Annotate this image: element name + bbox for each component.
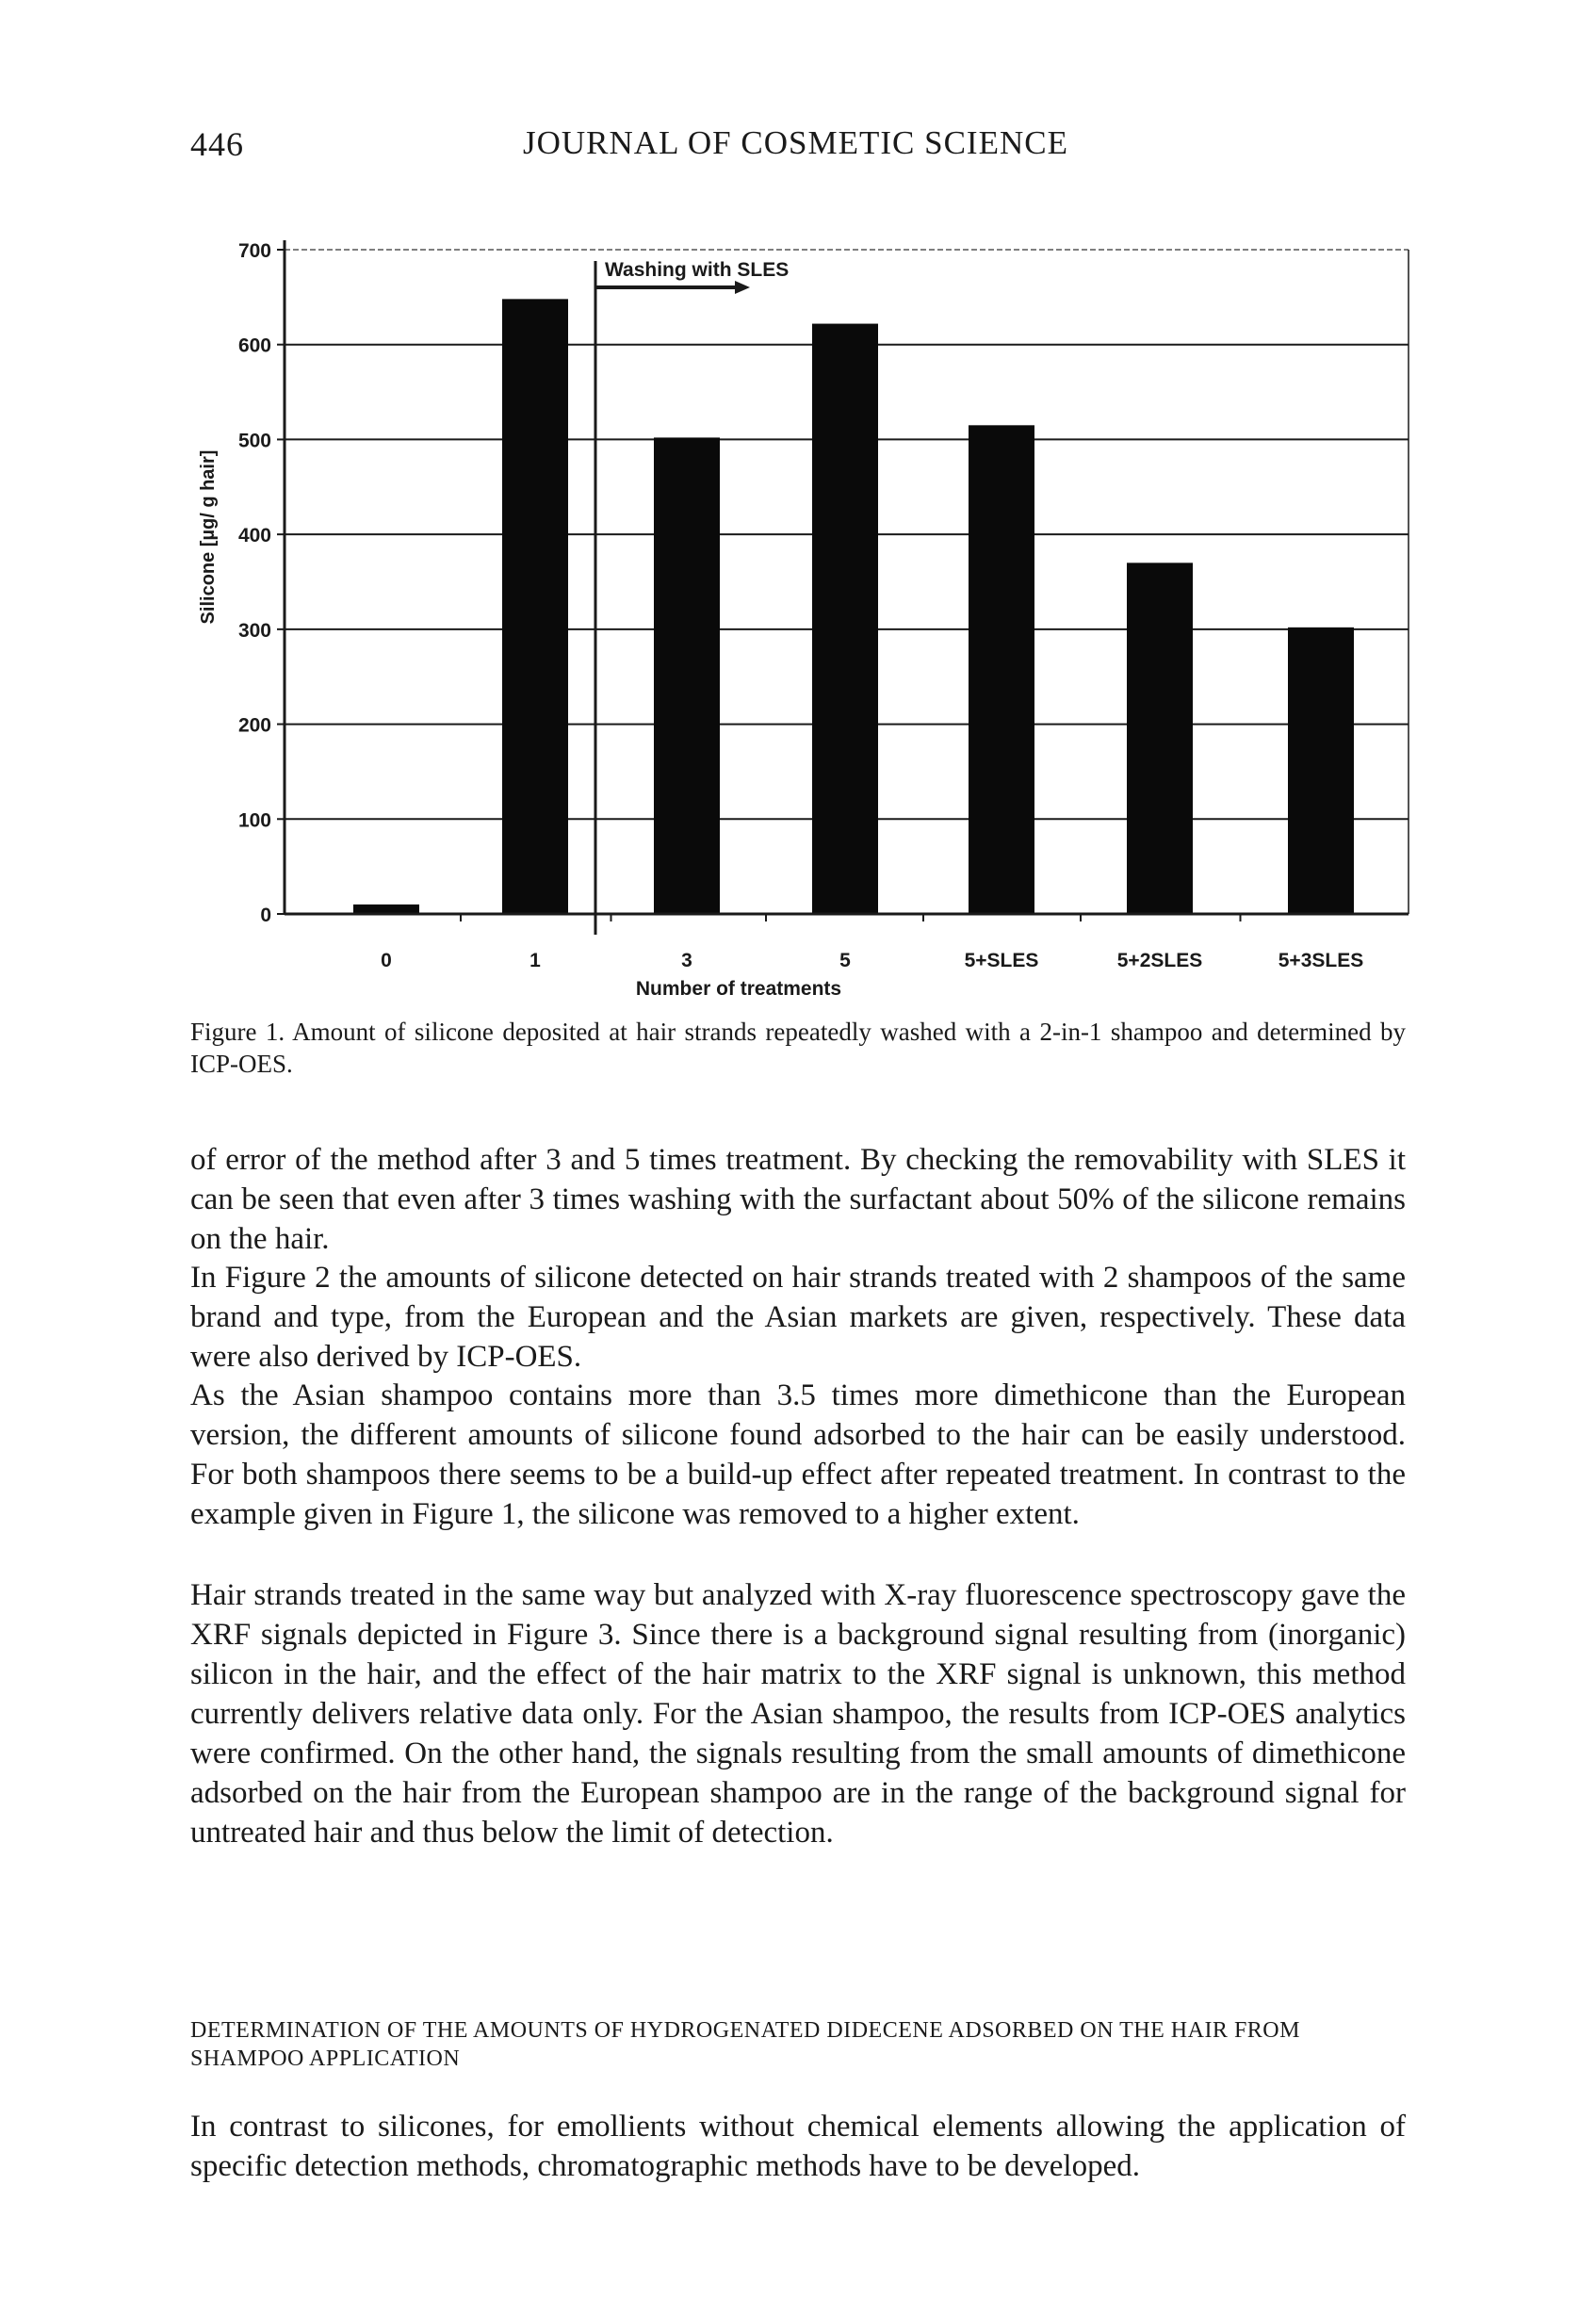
figure-caption-text: Amount of silicone deposited at hair strands repeatedly washed with a 2-in-1 shampoo and determined by ICP-OES. <box>190 1018 1407 1078</box>
bar-5+3SLES <box>1288 628 1354 914</box>
x-tick-label-3: 3 <box>681 950 692 971</box>
x-tick-label-5+2SLES: 5+2SLES <box>1116 950 1203 971</box>
washing-arrow-head <box>735 281 750 294</box>
bar-3 <box>654 437 720 914</box>
bar-5 <box>812 324 878 914</box>
y-tick-label-400: 400 <box>237 525 271 547</box>
y-tick-label-600: 600 <box>237 334 271 357</box>
paragraph-1: of error of the method after 3 and 5 times treatment. By checking the removability with SLES it can be seen that even after 3 times washing with the surfactant about 50% of the silicone remains on the hair. <box>190 1143 1406 1256</box>
y-tick-label-700: 700 <box>237 240 271 262</box>
paragraph-2: In Figure 2 the amounts of silicone detected on hair strands treated with 2 shampoos of the same brand and type, from the European and the Asian markets are given, respectively. These data were also derived by ICP-OES. <box>190 1261 1406 1374</box>
y-tick-label-200: 200 <box>237 714 271 737</box>
bars <box>353 299 1354 914</box>
bar-5+2SLES <box>1127 563 1193 914</box>
figure-1-chart <box>179 212 1423 1008</box>
page-number: 446 <box>190 125 244 163</box>
y-tick-label-500: 500 <box>237 430 271 452</box>
paragraph-3: As the Asian shampoo contains more than 3.5 times more dimethicone than the European version, the different amounts of silicone found adsorbed to the hair can be easily understood. For both shampoos there seems to be a build-up effect after repeated treatment. In contrast to the example given in Figure 1, the silicone was removed to a higher extent. <box>190 1378 1406 1531</box>
x-tick-label-1: 1 <box>529 950 541 971</box>
figure-label: Figure 1. <box>190 1018 285 1046</box>
x-tick-label-5: 5 <box>839 950 851 971</box>
x-axis-label: Number of treatments <box>635 978 842 1000</box>
figure-caption <box>190 1016 1406 1080</box>
bar-chart <box>179 212 1423 1008</box>
y-tick-label-300: 300 <box>237 619 271 642</box>
y-tick-label-0: 0 <box>260 905 271 926</box>
x-tick-label-0: 0 <box>381 950 392 971</box>
x-tick-label-5+3SLES: 5+3SLES <box>1278 950 1364 971</box>
journal-title: JOURNAL OF COSMETIC SCIENCE <box>523 124 1068 161</box>
bar-1 <box>502 299 568 914</box>
y-tick-label-100: 100 <box>237 809 271 832</box>
tick-labels <box>238 240 1363 971</box>
page-header <box>0 124 1596 171</box>
washing-annotation: Washing with SLES <box>605 259 790 281</box>
section-first-paragraph: In contrast to silicones, for emollients without chemical elements allowing the application of specific detection methods, chromatographic methods have to be developed. <box>190 2110 1406 2183</box>
y-axis-label: Silicone [µg/ g hair] <box>198 449 219 625</box>
bar-0 <box>353 905 419 914</box>
section-heading: DETERMINATION OF THE AMOUNTS OF HYDROGENATED DIDECENE ADSORBED ON THE HAIR FROM SHAMPOO APPLICATION <box>190 2018 1300 2071</box>
x-tick-label-5+SLES: 5+SLES <box>964 950 1039 971</box>
bar-5+SLES <box>969 425 1034 914</box>
paragraph-4: Hair strands treated in the same way but analyzed with X-ray fluorescence spectroscopy gave the XRF signals depicted in Figure 3. Since there is a background signal resulting from (inorganic) silicon in the hair, and the effect of the hair matrix to the XRF signal is unknown, this method currently delivers relative data only. For the Asian shampoo, the results from ICP-OES analytics were confirmed. On the other hand, the signals resulting from the small amounts of dimethicone adsorbed on the hair from the European shampoo are in the range of the background signal for untreated hair and thus below the limit of detection. <box>190 1578 1406 1850</box>
